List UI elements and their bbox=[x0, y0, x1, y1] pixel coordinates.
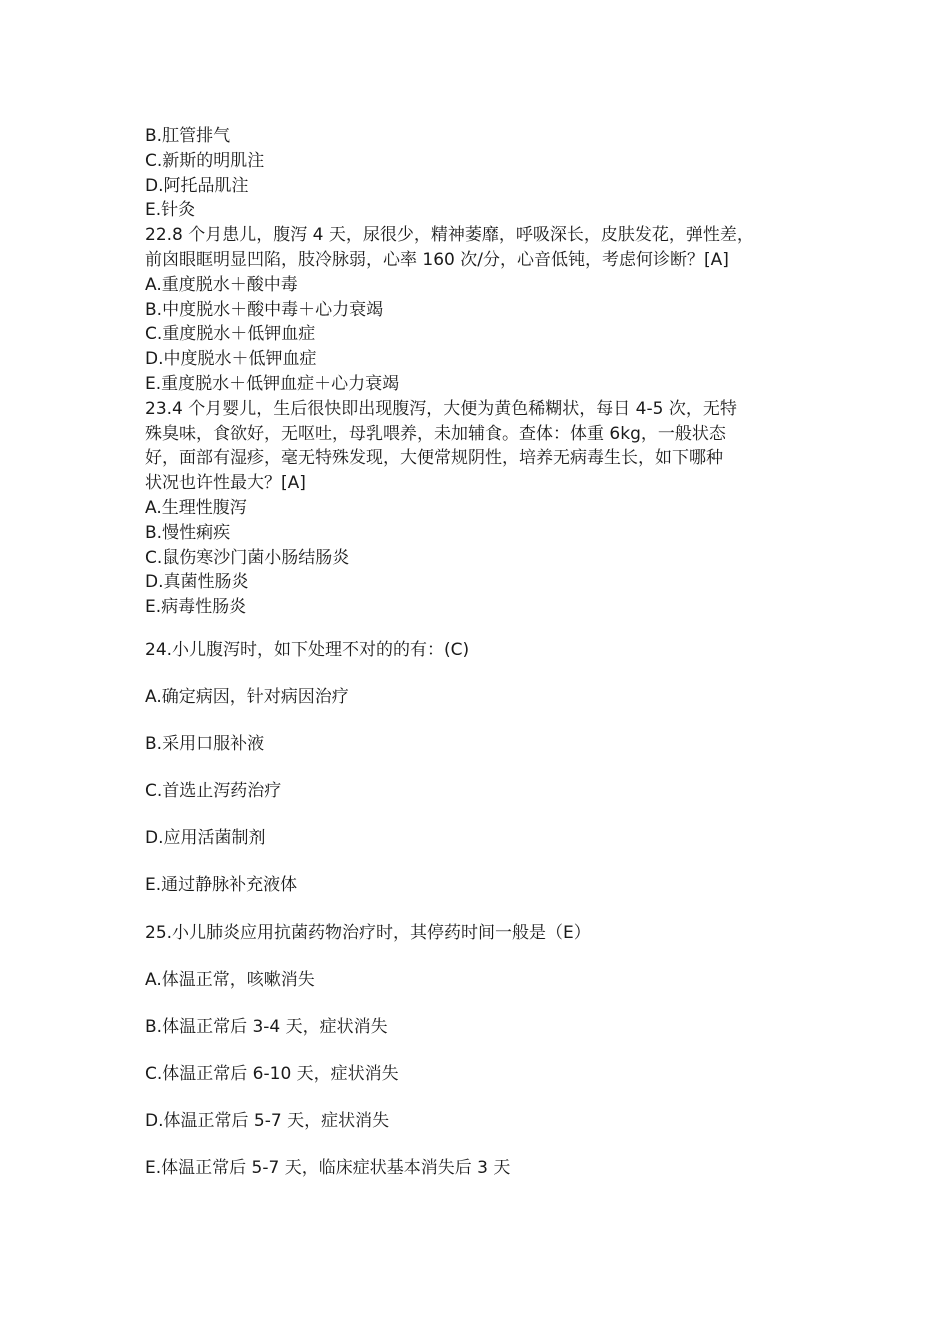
question-stem: 状况也许性最大？[A] bbox=[145, 473, 306, 494]
option-a: A.重度脱水＋酸中毒 bbox=[145, 274, 298, 295]
question-stem: 24.小儿腹泻时，如下处理不对的的有：(C) bbox=[145, 639, 470, 660]
option-d: D.体温正常后 5-7 天，症状消失 bbox=[145, 1110, 390, 1131]
option-d: D.阿托品肌注 bbox=[145, 175, 249, 196]
option-b: B.采用口服补液 bbox=[145, 734, 265, 755]
question-stem: 25.小儿肺炎应用抗菌药物治疗时，其停药时间一般是（E） bbox=[145, 922, 591, 943]
question-stem: 22.8 个月患儿，腹泻 4 天，尿很少，精神萎靡，呼吸深长，皮肤发花，弹性差， bbox=[145, 225, 754, 246]
option-d: D.真菌性肠炎 bbox=[145, 572, 249, 593]
option-e: E.病毒性肠炎 bbox=[145, 597, 247, 618]
option-a: A.体温正常，咳嗽消失 bbox=[145, 969, 315, 990]
document-page bbox=[145, 124, 825, 1203]
question-24 bbox=[145, 638, 825, 898]
question-stem: 好，面部有湿疹，毫无特殊发现，大便常规阴性，培养无病毒生长，如下哪种 bbox=[145, 448, 723, 469]
question-21-options bbox=[145, 124, 825, 223]
option-e: E.通过静脉补充液体 bbox=[145, 875, 298, 896]
option-b: B.肛管排气 bbox=[145, 126, 231, 146]
option-c: C.首选止泻药治疗 bbox=[145, 781, 282, 802]
question-stem: 23.4 个月婴儿，生后很快即出现腹泻，大便为黄色稀糊状，每日 4-5 次，无特 bbox=[145, 398, 737, 419]
question-25 bbox=[145, 921, 825, 1181]
option-c: C.体温正常后 6-10 天，症状消失 bbox=[145, 1063, 399, 1084]
option-d: D.中度脱水＋低钾血症 bbox=[145, 349, 317, 370]
question-stem: 前囟眼眶明显凹陷，肢冷脉弱，心率 160 次/分，心音低钝，考虑何诊断？[A] bbox=[145, 249, 729, 270]
option-e: E.针灸 bbox=[145, 200, 196, 221]
question-22 bbox=[145, 223, 825, 397]
option-b: B.慢性痢疾 bbox=[145, 522, 231, 543]
option-a: A.生理性腹泻 bbox=[145, 497, 247, 518]
option-b: B.中度脱水＋酸中毒＋心力衰竭 bbox=[145, 299, 384, 320]
option-c: C.鼠伤寒沙门菌小肠结肠炎 bbox=[145, 547, 350, 568]
option-d: D.应用活菌制剂 bbox=[145, 828, 266, 849]
option-e: E.体温正常后 5-7 天，临床症状基本消失后 3 天 bbox=[145, 1157, 511, 1178]
option-c: C.新斯的明肌注 bbox=[145, 150, 265, 171]
option-c: C.重度脱水＋低钾血症 bbox=[145, 324, 316, 345]
option-e: E.重度脱水＋低钾血症＋心力衰竭 bbox=[145, 373, 400, 394]
question-23 bbox=[145, 397, 825, 620]
option-a: A.确定病因，针对病因治疗 bbox=[145, 687, 349, 708]
option-b: B.体温正常后 3-4 天，症状消失 bbox=[145, 1016, 388, 1037]
question-stem: 殊臭味，食欲好，无呕吐，母乳喂养，未加辅食。查体：体重 6kg，一般状态 bbox=[145, 423, 726, 444]
